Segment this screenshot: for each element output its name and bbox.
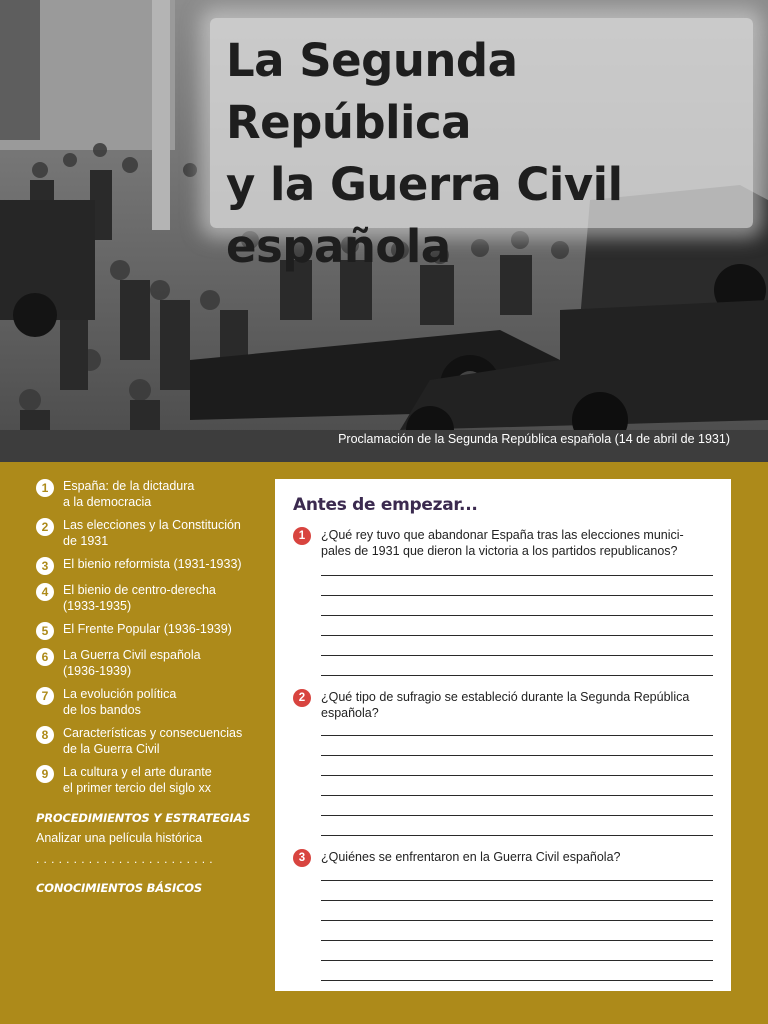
answer-line[interactable] [321,655,713,656]
index-number-badge: 7 [36,687,54,705]
question-text: ¿Quiénes se enfrentaron en la Guerra Civil española? [321,850,621,864]
basics-heading: CONOCIMIENTOS BÁSICOS [36,881,202,895]
question-number-badge: 3 [293,849,311,867]
index-item-label: La evolución política de los bandos [63,687,177,717]
index-item [36,725,266,757]
procedures-item: Analizar una película histórica [36,831,203,845]
answer-line[interactable] [321,835,713,836]
index-item-label: Características y consecuencias de la Guerra Civil [63,726,243,756]
photo-caption: Proclamación de la Segunda República española (14 de abril de 1931) [338,432,730,446]
index-item-label: Las elecciones y la Constitución de 1931 [63,518,241,548]
title-line: española [226,220,451,273]
answer-line[interactable] [321,960,713,961]
answer-line[interactable] [321,980,713,981]
question-3 [293,849,713,865]
page-title [226,30,746,278]
answer-line[interactable] [321,635,713,636]
title-line: La Segunda República [226,34,518,149]
index-item-label: El bienio reformista (1931-1933) [63,557,242,571]
index-item [36,582,266,614]
answer-line[interactable] [321,735,713,736]
header-photo [0,0,768,462]
answer-line[interactable] [321,615,713,616]
index-item-label: La Guerra Civil española (1936-1939) [63,648,201,678]
dotted-separator: ........................ [36,852,217,866]
index-number-badge: 9 [36,765,54,783]
question-text: ¿Qué tipo de sufragio se estableció durante la Segunda República española? [321,690,690,720]
index-item [36,764,266,796]
answer-line[interactable] [321,795,713,796]
question-1 [293,527,713,559]
index-item-label: España: de la dictadura a la democracia [63,479,195,509]
index-number-badge: 8 [36,726,54,744]
index-number-badge: 4 [36,583,54,601]
index-item [36,517,266,549]
index-item [36,621,266,640]
question-number-badge: 2 [293,689,311,707]
answer-line[interactable] [321,575,713,576]
answer-line[interactable] [321,880,713,881]
answer-line[interactable] [321,775,713,776]
index-number-badge: 6 [36,648,54,666]
index-number-badge: 5 [36,622,54,640]
question-2 [293,689,713,721]
answer-line[interactable] [321,755,713,756]
index-number-badge: 2 [36,518,54,536]
question-number-badge: 1 [293,527,311,545]
unit-index [36,478,266,803]
answer-line[interactable] [321,940,713,941]
index-item-label: El Frente Popular (1936-1939) [63,622,232,636]
question-text: ¿Qué rey tuvo que abandonar España tras las elecciones munici- pales de 1931 que dieron la victoria a los partidos republicanos? [321,528,684,558]
answer-line[interactable] [321,900,713,901]
index-item-label: La cultura y el arte durante el primer tercio del siglo xx [63,765,212,795]
answer-line[interactable] [321,920,713,921]
card-title: Antes de empezar... [293,495,478,515]
answer-line[interactable] [321,815,713,816]
index-number-badge: 3 [36,557,54,575]
index-item [36,478,266,510]
procedures-heading: PROCEDIMIENTOS Y ESTRATEGIAS [36,811,251,825]
before-starting-card [275,479,731,991]
index-item [36,686,266,718]
answer-line[interactable] [321,595,713,596]
index-item [36,556,266,575]
title-line: y la Guerra Civil [226,158,623,211]
index-number-badge: 1 [36,479,54,497]
answer-line[interactable] [321,675,713,676]
index-item-label: El bienio de centro-derecha (1933-1935) [63,583,216,613]
index-item [36,647,266,679]
